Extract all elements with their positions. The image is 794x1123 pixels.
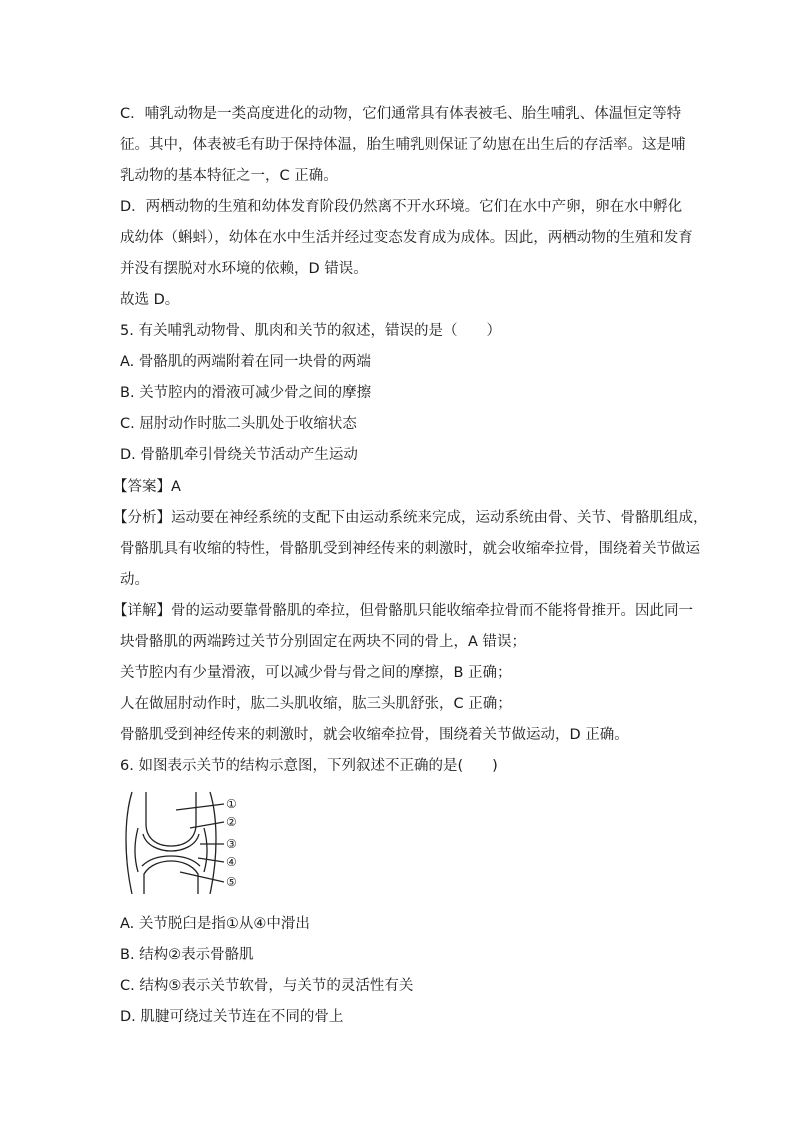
joint-diagram bbox=[120, 788, 260, 898]
analysis-line: 骨骼肌具有收缩的特性，骨骼肌受到神经传来的刺激时，就会收缩牵拉骨，围绕着关节做运 bbox=[120, 541, 700, 557]
text-line: 并没有摆脱对水环境的依赖，D 错误。 bbox=[120, 261, 368, 277]
question-stem: 6. 如图表示关节的结构示意图，下列叙述不正确的是( ) bbox=[120, 758, 498, 774]
text-line: 成幼体（蝌蚪），幼体在水中生活并经过变态发育成为成体。因此，两栖动物的生殖和发育 bbox=[120, 230, 693, 246]
text-line: 征。其中，体表被毛有助于保持体温，胎生哺乳则保证了幼崽在出生后的存活率。这是哺 bbox=[120, 137, 686, 153]
option-b: B. 关节腔内的滑液可减少骨之间的摩擦 bbox=[120, 385, 372, 401]
option-d: D. 肌腱可绕过关节连在不同的骨上 bbox=[120, 1009, 344, 1025]
label-2: ② bbox=[226, 815, 237, 829]
text-line: 乳动物的基本特征之一，C 正确。 bbox=[120, 168, 338, 184]
detail-line: 骨骼肌受到神经传来的刺激时，就会收缩牵拉骨，围绕着关节做运动，D 正确。 bbox=[120, 727, 629, 743]
analysis-line: 动。 bbox=[120, 572, 149, 588]
option-a: A. 关节脱臼是指①从④中滑出 bbox=[120, 916, 310, 932]
answer: 【答案】A bbox=[113, 479, 181, 495]
option-c: C. 屈肘动作时肱二头肌处于收缩状态 bbox=[120, 416, 357, 432]
label-4: ④ bbox=[226, 855, 237, 869]
text-line: C．哺乳动物是一类高度进化的动物，它们通常具有体表被毛、胎生哺乳、体温恒定等特 bbox=[120, 106, 682, 122]
answer-choice: 故选 D。 bbox=[120, 292, 180, 308]
question-stem: 5. 有关哺乳动物骨、肌肉和关节的叙述，错误的是（ ） bbox=[120, 323, 501, 339]
text-line: D．两栖动物的生殖和幼体发育阶段仍然离不开水环境。它们在水中产卵，卵在水中孵化 bbox=[120, 199, 683, 215]
option-b: B. 结构②表示骨骼肌 bbox=[120, 947, 254, 963]
option-c: C. 结构⑤表示关节软骨，与关节的灵活性有关 bbox=[120, 978, 414, 994]
label-1: ① bbox=[226, 797, 237, 811]
analysis-line: 【分析】运动要在神经系统的支配下由运动系统来完成，运动系统由骨、关节、骨骼肌组成， bbox=[113, 510, 708, 526]
detail-line: 关节腔内有少量滑液，可以减少骨与骨之间的摩擦，B 正确； bbox=[120, 665, 512, 681]
detail-line: 块骨骼肌的两端跨过关节分别固定在两块不同的骨上，A 错误； bbox=[120, 634, 527, 650]
label-5: ⑤ bbox=[226, 875, 237, 889]
option-a: A. 骨骼肌的两端附着在同一块骨的两端 bbox=[120, 354, 371, 370]
option-d: D. 骨骼肌牵引骨绕关节活动产生运动 bbox=[120, 447, 358, 463]
label-3: ③ bbox=[226, 837, 237, 851]
detail-line: 人在做屈肘动作时，肱二头肌收缩，肱三头肌舒张，C 正确； bbox=[120, 696, 512, 712]
detail-line: 【详解】骨的运动要靠骨骼肌的牵拉，但骨骼肌只能收缩牵拉骨而不能将骨推开。因此同一 bbox=[113, 603, 693, 619]
